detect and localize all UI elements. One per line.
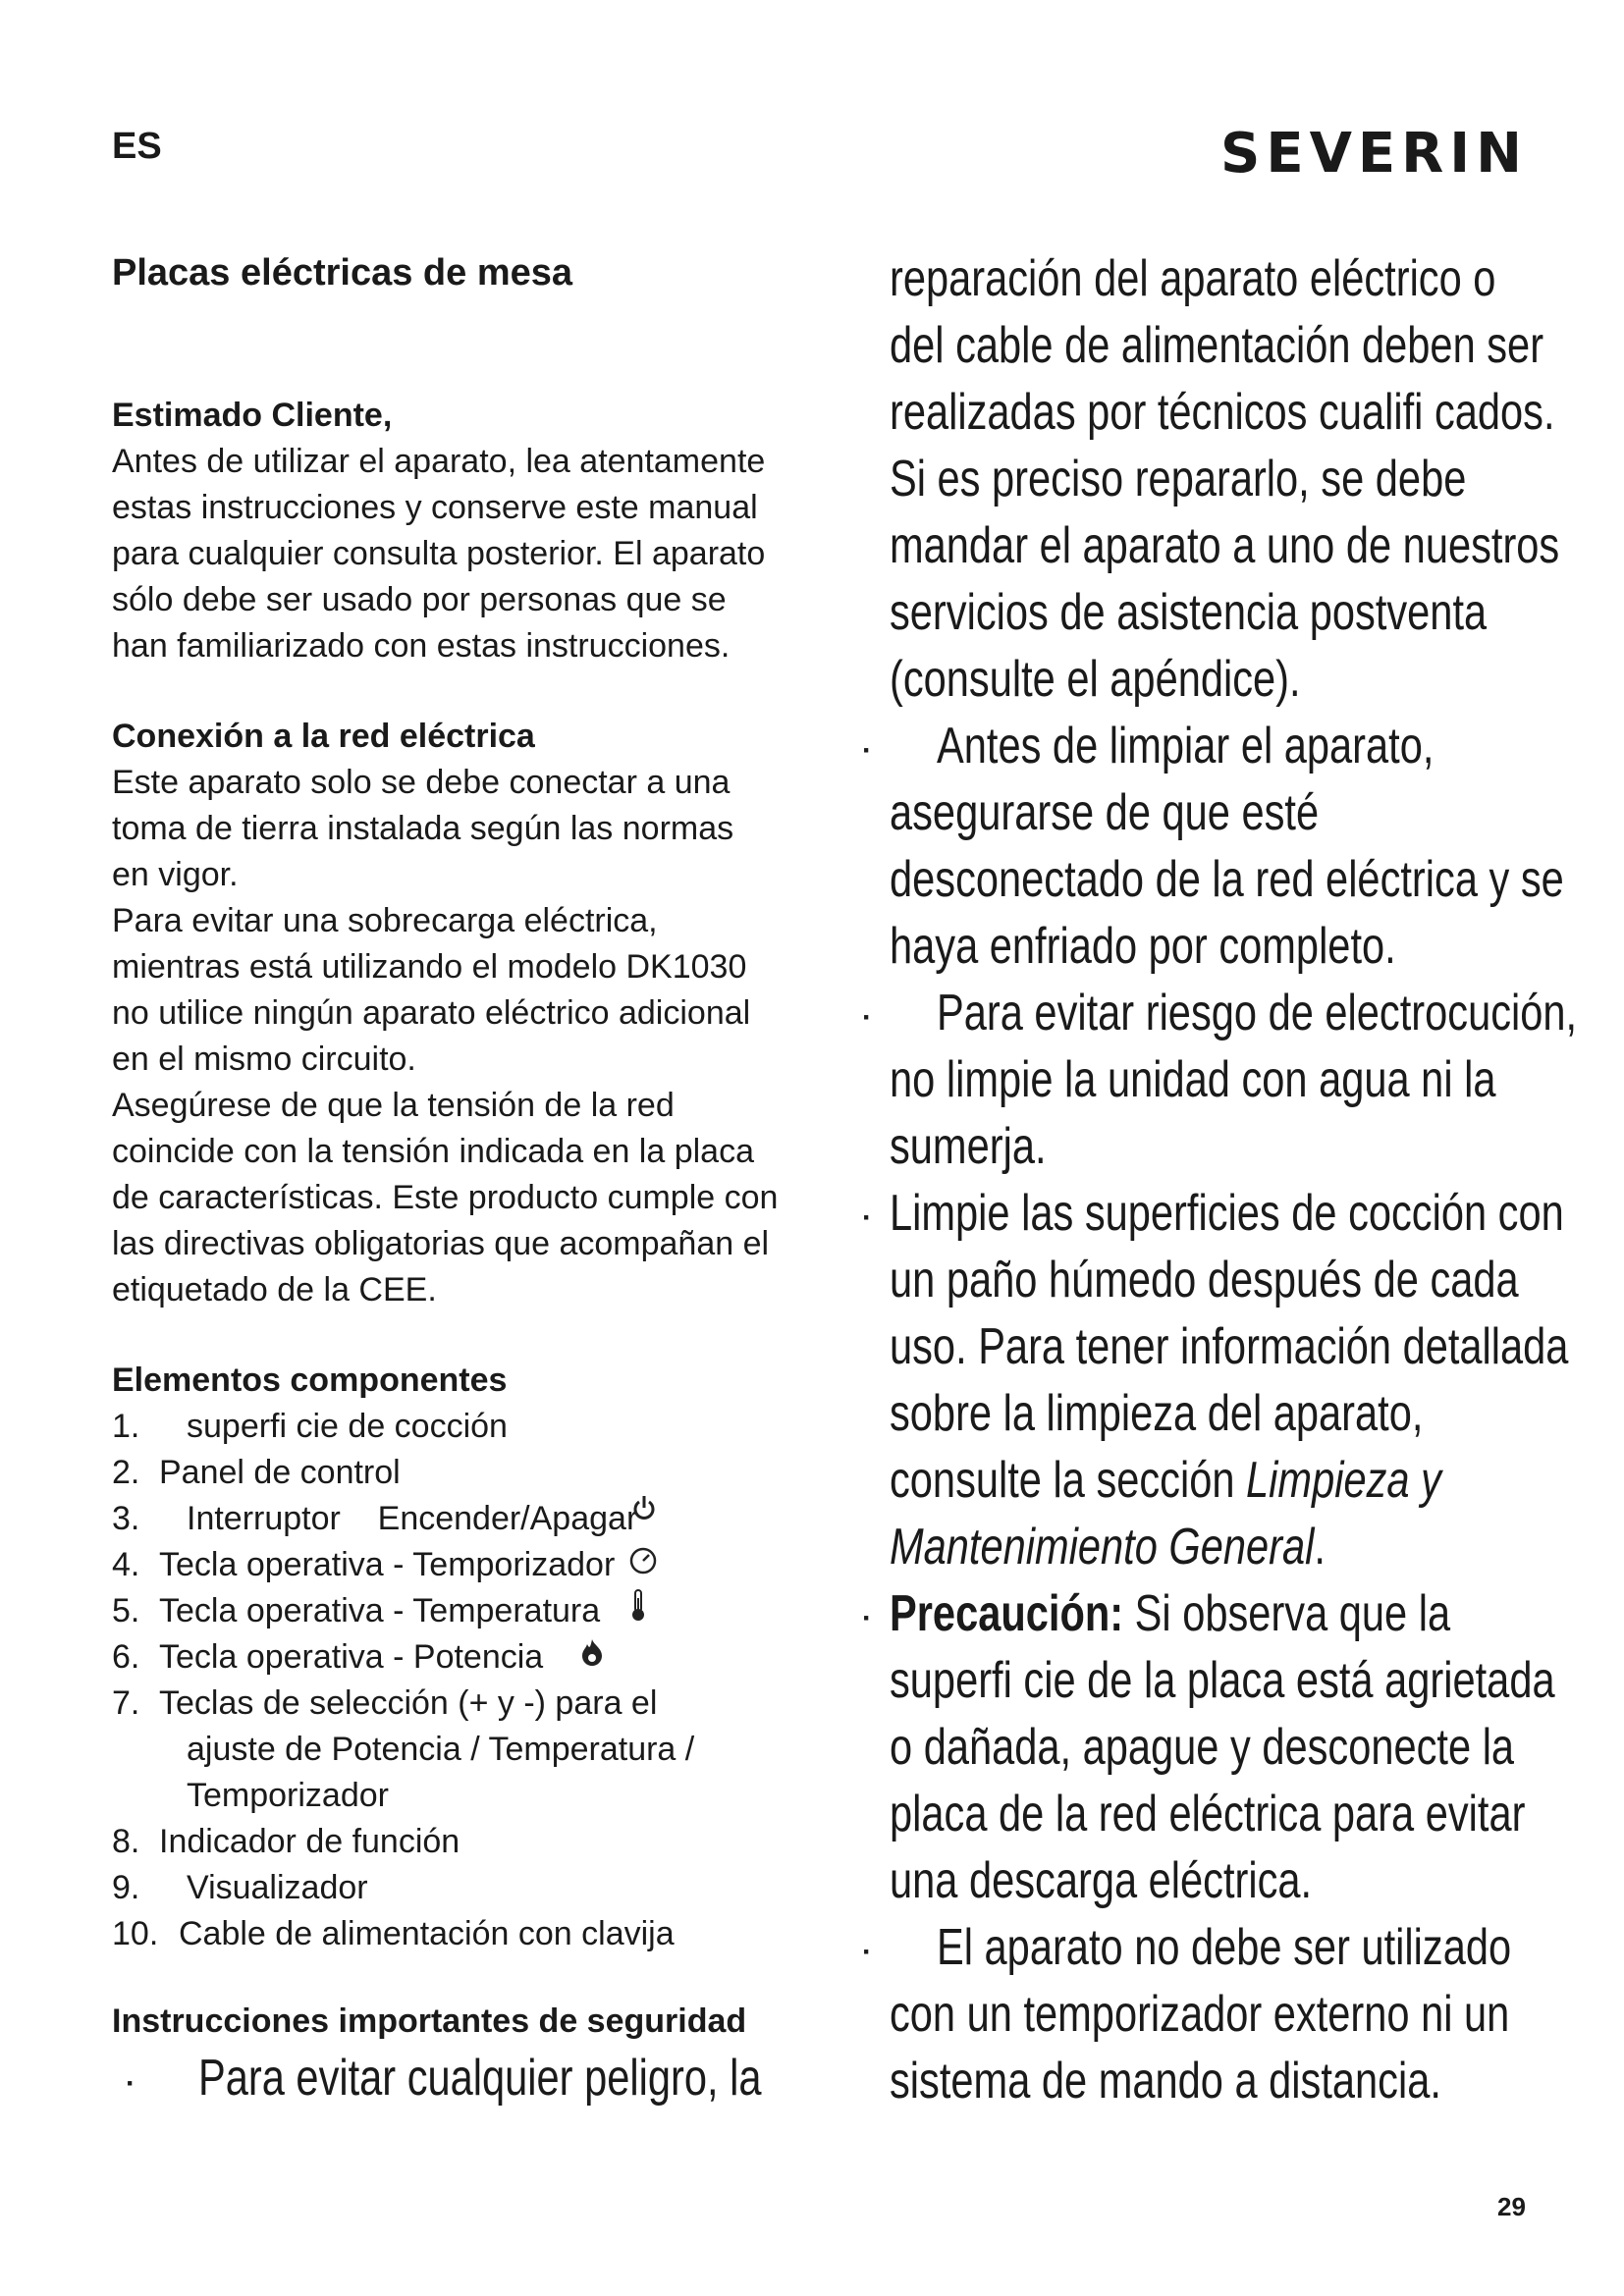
page-title: Placas eléctricas de mesa (112, 252, 573, 294)
safety-item-wipe: · Limpie las superficies de cocción con un paño húmedo después de cada uso. Para tener información detallada sobre la limpieza del aparato, consulte la sección Limpieza y Mantenimiento General. (862, 1185, 1569, 1575)
safety-item-cleaning: · Antes de limpiar el aparato, asegurarse de que esté desconectado de la red eléctrica y se haya enfriado por completo. (862, 718, 1564, 975)
connection-line: mientras está utilizando el modelo DK1030 (112, 948, 747, 986)
list-item: ajuste de Potencia / Temperatura / (187, 1731, 695, 1768)
components-heading: Elementos componentes (112, 1362, 508, 1399)
list-item: 3. Interruptor Encender/Apagar (112, 1496, 799, 1542)
connection-line: coincide con la tensión indicada en la placa (112, 1133, 755, 1170)
list-item: 4. Tecla operativa - Temporizador (112, 1542, 799, 1588)
right-column (862, 245, 1578, 2114)
bullet: · (862, 1201, 872, 1234)
left-column (112, 250, 799, 2111)
list-item: 8. Indicador de función (112, 1823, 460, 1860)
text-line: del cable de alimentación deben ser (890, 317, 1544, 374)
connection-line: en vigor. (112, 856, 239, 893)
bullet: · (862, 1001, 872, 1034)
power-icon (631, 1490, 657, 1542)
intro-line: Antes de utilizar el aparato, lea atentamente (112, 443, 766, 480)
connection-line: en el mismo circuito. (112, 1041, 416, 1078)
caution-label: Precaución: (890, 1585, 1124, 1642)
components-list (112, 1404, 799, 1957)
intro-line: han familiarizado con estas instrucciones. (112, 627, 731, 665)
list-item: 2. Panel de control (112, 1454, 401, 1491)
connection-line: no utilice ningún aparato eléctrico adicional (112, 994, 751, 1032)
page-number: 29 (1497, 2192, 1526, 2221)
connection-line: Para evitar una sobrecarga eléctrica, (112, 902, 658, 939)
timer-icon (628, 1542, 658, 1588)
text-line: (consulte el apéndice). (890, 651, 1301, 708)
bullet: · (862, 1936, 872, 1968)
list-item: 5. Tecla operativa - Temperatura (112, 1588, 799, 1634)
text-line: Si es preciso repararlo, se debe (890, 451, 1467, 507)
brand-logo: SEVERIN (1220, 122, 1529, 186)
connection-line: toma de tierra instalada según las normas (112, 810, 734, 847)
greeting: Estimado Cliente, (112, 397, 393, 434)
list-item: 6. Tecla operativa - Potencia (112, 1634, 799, 1681)
connection-line: las directivas obligatorias que acompañan el (112, 1225, 770, 1262)
bullet: · (862, 734, 872, 767)
safety-item-shock: · Para evitar riesgo de electrocución, no limpie la unidad con agua ni la sumerja. (862, 985, 1578, 1175)
safety-item-caution: · Precaución: Si observa que la superfi cie de la placa está agrietada o dañada, apague y desconecte la placa de la red eléctrica para evitar una descarga eléctrica. (862, 1585, 1555, 1909)
intro-line: estas instrucciones y conserve este manual (112, 489, 758, 526)
connection-line: Asegúrese de que la tensión de la red (112, 1087, 675, 1124)
connection-line: de características. Este producto cumple con (112, 1179, 779, 1216)
text-line: reparación del aparato eléctrico o (890, 250, 1496, 307)
list-item: 9. Visualizador (112, 1869, 368, 1906)
thermometer-icon (629, 1588, 647, 1634)
intro-line: sólo debe ser usado por personas que se (112, 581, 727, 618)
bullet: · (862, 1602, 872, 1634)
flame-icon (576, 1634, 608, 1681)
safety-heading: Instrucciones importantes de seguridad (112, 2002, 747, 2040)
bullet: · (126, 2067, 135, 2100)
text-line: realizadas por técnicos cualifi cados. (890, 384, 1555, 441)
language-code: ES (112, 126, 162, 167)
connection-line: Este aparato solo se debe conectar a una (112, 764, 731, 801)
safety-item-timer: · El aparato no debe ser utilizado con un temporizador externo ni un sistema de mando a distancia. (862, 1919, 1512, 2109)
connection-line: etiquetado de la CEE. (112, 1271, 437, 1308)
text-line: mandar el aparato a uno de nuestros (890, 517, 1560, 574)
list-item: Temporizador (187, 1777, 389, 1814)
intro-line: para cualquier consulta posterior. El aparato (112, 535, 766, 572)
list-item: 10. Cable de alimentación con clavija (112, 1915, 675, 1952)
safety-item: · Para evitar cualquier peligro, la (126, 2050, 762, 2107)
list-item: 1. superfi cie de cocción (112, 1408, 508, 1445)
list-item: 7. Teclas de selección (+ y -) para el (112, 1684, 658, 1722)
text-line: servicios de asistencia postventa (890, 584, 1488, 641)
connection-heading: Conexión a la red eléctrica (112, 718, 535, 755)
